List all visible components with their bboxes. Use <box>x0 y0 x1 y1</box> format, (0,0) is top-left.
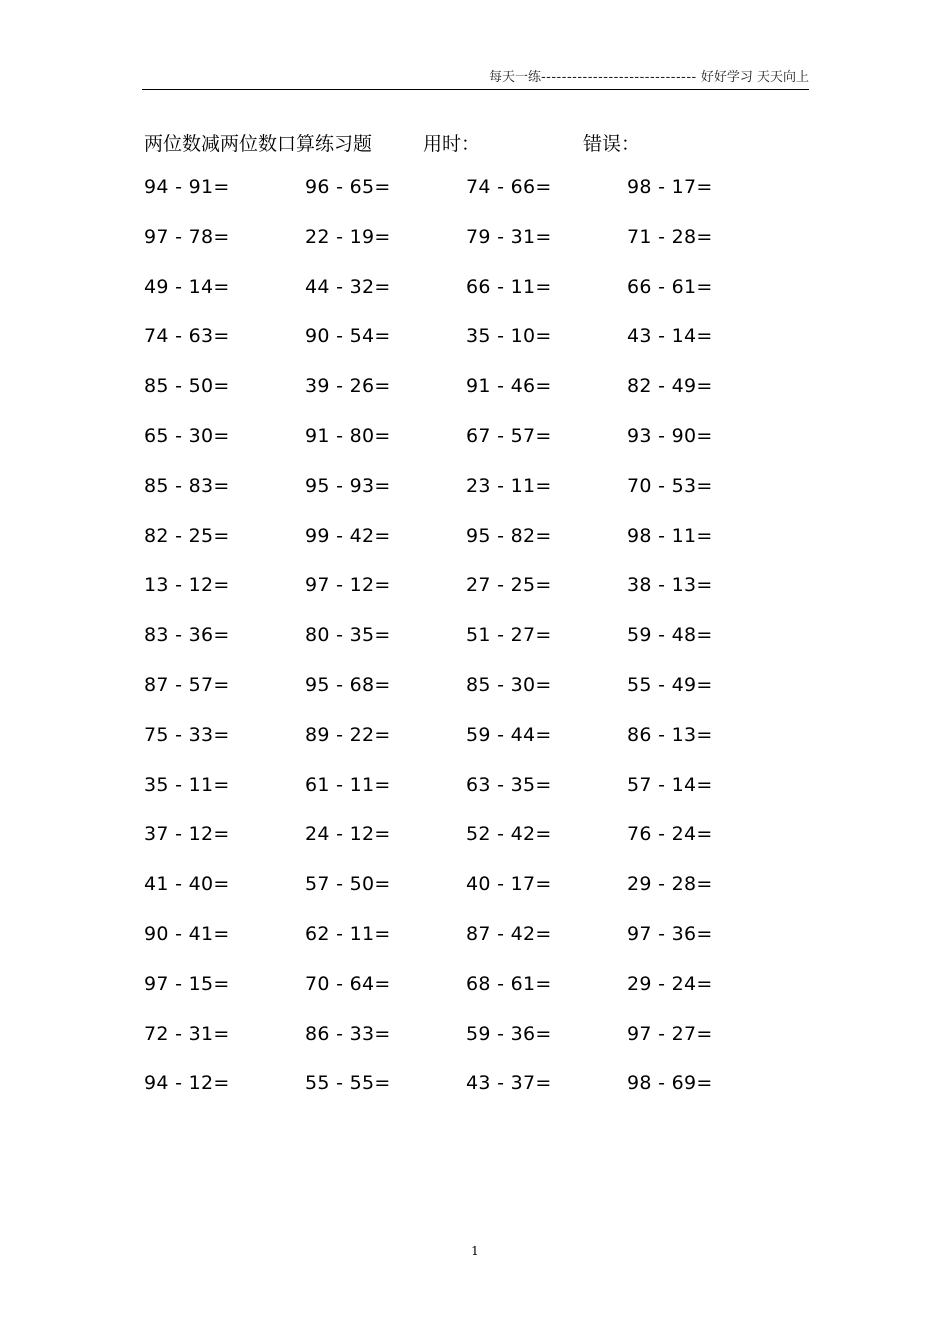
arithmetic-problem: 41 - 40= <box>144 873 230 896</box>
arithmetic-problem: 95 - 68= <box>305 673 391 696</box>
problem-row <box>0 276 950 326</box>
arithmetic-problem: 95 - 93= <box>305 474 391 497</box>
arithmetic-problem: 80 - 35= <box>305 624 391 647</box>
arithmetic-problem: 86 - 33= <box>305 1022 391 1045</box>
arithmetic-problem: 72 - 31= <box>144 1022 230 1045</box>
arithmetic-problem: 97 - 27= <box>627 1022 713 1045</box>
header-right-text: 好好学习 天天向上 <box>700 70 809 85</box>
arithmetic-problem: 83 - 36= <box>144 624 230 647</box>
problem-row <box>0 873 950 923</box>
arithmetic-problem: 70 - 64= <box>305 972 391 995</box>
arithmetic-problem: 59 - 44= <box>466 723 552 746</box>
arithmetic-problem: 97 - 78= <box>144 225 230 248</box>
problem-row <box>0 325 950 375</box>
arithmetic-problem: 24 - 12= <box>305 823 391 846</box>
problem-row <box>0 624 950 674</box>
arithmetic-problem: 89 - 22= <box>305 723 391 746</box>
arithmetic-problem: 90 - 54= <box>305 325 391 348</box>
arithmetic-problem: 99 - 42= <box>305 524 391 547</box>
page-number: 1 <box>471 1244 479 1258</box>
errors-label: 错误： <box>583 133 641 155</box>
arithmetic-problem: 97 - 36= <box>627 922 713 945</box>
arithmetic-problem: 85 - 83= <box>144 474 230 497</box>
arithmetic-problem: 87 - 57= <box>144 673 230 696</box>
arithmetic-problem: 97 - 12= <box>305 574 391 597</box>
arithmetic-problem: 66 - 11= <box>466 275 552 298</box>
problem-row <box>0 973 950 1023</box>
arithmetic-problem: 43 - 37= <box>466 1072 552 1095</box>
problem-row <box>0 724 950 774</box>
arithmetic-problem: 38 - 13= <box>627 574 713 597</box>
arithmetic-problem: 27 - 25= <box>466 574 552 597</box>
header-left-text: 每天一练 <box>488 70 541 85</box>
arithmetic-problem: 87 - 42= <box>466 922 552 945</box>
problem-row <box>0 475 950 525</box>
problem-grid <box>0 176 950 1122</box>
arithmetic-problem: 94 - 91= <box>144 176 230 198</box>
arithmetic-problem: 82 - 49= <box>627 375 713 398</box>
arithmetic-problem: 59 - 48= <box>627 624 713 647</box>
arithmetic-problem: 75 - 33= <box>144 723 230 746</box>
arithmetic-problem: 93 - 90= <box>627 424 713 447</box>
arithmetic-problem: 51 - 27= <box>466 624 552 647</box>
problem-row <box>0 525 950 575</box>
problem-row <box>0 674 950 724</box>
arithmetic-problem: 39 - 26= <box>305 375 391 398</box>
arithmetic-problem: 61 - 11= <box>305 773 391 796</box>
arithmetic-problem: 35 - 11= <box>144 773 230 796</box>
arithmetic-problem: 37 - 12= <box>144 823 230 846</box>
problem-row <box>0 1023 950 1073</box>
arithmetic-problem: 98 - 11= <box>627 524 713 547</box>
arithmetic-problem: 79 - 31= <box>466 225 552 248</box>
arithmetic-problem: 57 - 50= <box>305 873 391 896</box>
header-dash-leader: ------------------------------ <box>540 70 697 85</box>
arithmetic-problem: 98 - 69= <box>627 1072 713 1095</box>
arithmetic-problem: 44 - 32= <box>305 275 391 298</box>
arithmetic-problem: 55 - 49= <box>627 673 713 696</box>
arithmetic-problem: 91 - 80= <box>305 424 391 447</box>
arithmetic-problem: 66 - 61= <box>627 275 713 298</box>
problem-row <box>0 425 950 475</box>
arithmetic-problem: 35 - 10= <box>466 325 552 348</box>
arithmetic-problem: 68 - 61= <box>466 972 552 995</box>
arithmetic-problem: 52 - 42= <box>466 823 552 846</box>
arithmetic-problem: 70 - 53= <box>627 474 713 497</box>
arithmetic-problem: 43 - 14= <box>627 325 713 348</box>
arithmetic-problem: 85 - 50= <box>144 375 230 398</box>
arithmetic-problem: 86 - 13= <box>627 723 713 746</box>
arithmetic-problem: 22 - 19= <box>305 225 391 248</box>
arithmetic-problem: 74 - 66= <box>466 176 552 198</box>
arithmetic-problem: 90 - 41= <box>144 922 230 945</box>
arithmetic-problem: 49 - 14= <box>144 275 230 298</box>
arithmetic-problem: 85 - 30= <box>466 673 552 696</box>
arithmetic-problem: 98 - 17= <box>627 176 713 198</box>
arithmetic-problem: 74 - 63= <box>144 325 230 348</box>
arithmetic-problem: 71 - 28= <box>627 225 713 248</box>
problem-row <box>0 574 950 624</box>
arithmetic-problem: 97 - 15= <box>144 972 230 995</box>
problem-row <box>0 226 950 276</box>
arithmetic-problem: 13 - 12= <box>144 574 230 597</box>
arithmetic-problem: 91 - 46= <box>466 375 552 398</box>
arithmetic-problem: 95 - 82= <box>466 524 552 547</box>
worksheet-title: 两位数减两位数口算练习题 <box>144 133 373 155</box>
arithmetic-problem: 67 - 57= <box>466 424 552 447</box>
arithmetic-problem: 29 - 28= <box>627 873 713 896</box>
arithmetic-problem: 62 - 11= <box>305 922 391 945</box>
arithmetic-problem: 57 - 14= <box>627 773 713 796</box>
arithmetic-problem: 94 - 12= <box>144 1072 230 1095</box>
arithmetic-problem: 59 - 36= <box>466 1022 552 1045</box>
problem-row <box>0 774 950 824</box>
problem-row <box>0 923 950 973</box>
problem-row <box>0 176 950 226</box>
arithmetic-problem: 40 - 17= <box>466 873 552 896</box>
arithmetic-problem: 96 - 65= <box>305 176 391 198</box>
arithmetic-problem: 55 - 55= <box>305 1072 391 1095</box>
arithmetic-problem: 76 - 24= <box>627 823 713 846</box>
arithmetic-problem: 65 - 30= <box>144 424 230 447</box>
arithmetic-problem: 29 - 24= <box>627 972 713 995</box>
time-used-label: 用时： <box>423 133 481 155</box>
problem-row <box>0 823 950 873</box>
arithmetic-problem: 82 - 25= <box>144 524 230 547</box>
problem-row <box>0 1072 950 1122</box>
header-rule <box>142 89 809 90</box>
page-header <box>142 66 809 85</box>
arithmetic-problem: 63 - 35= <box>466 773 552 796</box>
problem-row <box>0 375 950 425</box>
worksheet-title-row <box>0 129 950 155</box>
arithmetic-problem: 23 - 11= <box>466 474 552 497</box>
